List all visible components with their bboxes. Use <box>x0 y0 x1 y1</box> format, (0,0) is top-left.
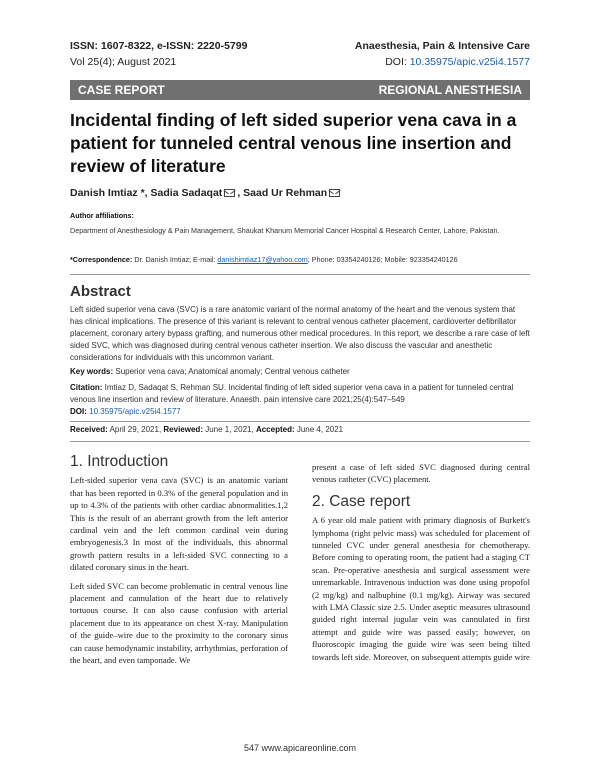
volume-info: Vol 25(4); August 2021 <box>70 56 177 68</box>
author-1: Danish Imtiaz *, <box>70 187 148 199</box>
right-column <box>312 461 530 669</box>
intro-paragraph-1: Left-sided superior vena cava (SVC) is an anatomic variant that has been reported in 0.3% of the general population and in up to 4.3% of the patients with other cardiac abnormalities.1,2 This is the result of an aberrant growth from the left anterior cardinal vein and the left common cardinal vein during embryogenesis.3 In most of the individuals, this abnormal growth pattern results in a left-sided SVC connecting to a dilated coronary sinus in the heart. <box>70 475 288 573</box>
header-doi <box>385 56 530 68</box>
doi-link[interactable]: 10.35975/apic.v25i4.1577 <box>409 56 530 68</box>
citation-label: Citation: <box>70 383 103 392</box>
correspondence <box>70 254 530 265</box>
keywords-label: Key words: <box>70 367 114 376</box>
correspondence-email[interactable]: danishimtiaz17@yahoo.com <box>217 255 308 264</box>
accepted-label: Accepted: <box>255 425 295 434</box>
divider <box>70 441 530 442</box>
abstract-text: Left sided superior vena cava (SVC) is a rare anatomic variant of the normal anatomy of the heart and the venous system that has clinical implications. The presence of this variant is relevant to central venous catheter placement, cardioverter defibrillator placement, coronary artery bypass grafting, and numerous other medical procedures. In this report, we describe a rare case of left sided SVC, which was diagnosed during central venous catheter insertion. We also discuss the vascular and anesthetic considerations for individuals with this uncommon variant. <box>70 305 530 362</box>
keywords <box>70 366 530 378</box>
correspondence-name: Dr. Danish Imtiaz; E-mail: <box>134 255 216 264</box>
divider <box>70 421 530 422</box>
affiliations-text: Department of Anesthesiology & Pain Management, Shaukat Khanum Memorial Cancer Hospital & Research Center, Lahore, Pakistan. <box>70 226 500 235</box>
abstract-heading: Abstract <box>70 283 131 300</box>
left-column <box>70 453 288 673</box>
article-dates <box>70 424 530 436</box>
correspondence-label: *Correspondence: <box>70 255 133 264</box>
issn: ISSN: 1607-8322, e-ISSN: 2220-5799 <box>70 40 248 52</box>
case-report-paragraph-1: A 6 year old male patient with primary diagnosis of Burkett's lymphoma (right pelvic mass) was scheduled for placement of tunneled CVC under general anesthesia for chemotherapy. Before coming to operating room, the patient had a staging CT scan. Pre-operative anesthesia and surgical assessment were unremarkable. Intravenous induction was done using propofol (2 mg/kg) and nalbuphine (0.1 mg/kg). Airway was secured with LMA Classic size 2.5. Under aseptic measures ultrasound guided right internal jugular vein was cannulated in first attempt and guide wire was passed easily; however, on fluoroscopic imaging the guide wire was seen being tilted towards left side. Moreover, on subsequent attempts guide wire <box>312 515 530 662</box>
envelope-icon[interactable] <box>329 189 340 197</box>
intro-heading: 1. Introduction <box>70 453 169 470</box>
author-3: , Saad Ur Rehman <box>237 187 328 199</box>
envelope-icon[interactable] <box>224 189 235 197</box>
reviewed-date: June 1, 2021, <box>205 425 254 434</box>
reviewed-label: Reviewed: <box>163 425 203 434</box>
intro-paragraph-2: Left sided SVC can become problematic in central venous line placement and cannulation of the heart due to relatively tortuous course. It can also cause confusion with arterial placement due to its appearance on chest X-ray. Manipulation of the guide–wire due to the proximity to the coronary sinus can cause hemodynamic instability, arrhythmias, perforation of the heart, and even tamponade. We <box>70 580 288 666</box>
author-list <box>70 187 342 199</box>
article-type-bar <box>70 80 530 100</box>
accepted-date: June 4, 2021 <box>296 425 344 434</box>
citation-doi-link[interactable]: 10.35975/apic.v25i4.1577 <box>89 407 181 416</box>
affiliations-label: Author affiliations: <box>70 211 134 220</box>
citation-doi-label: DOI: <box>70 407 87 416</box>
journal-name: Anaesthesia, Pain & Intensive Care <box>354 40 530 52</box>
doi-label: DOI: <box>385 56 407 68</box>
correspondence-phone: ; Phone: 03354240126; Mobile: 923354240126 <box>307 255 458 264</box>
intro-continued: present a case of left sided SVC diagnosed during central venous catheter (CVC) placement. <box>312 462 530 485</box>
author-2: Sadia Sadaqat <box>150 187 223 199</box>
received-label: Received: <box>70 425 108 434</box>
keywords-text: Superior vena cava; Anatomical anomaly; Central venous catheter <box>115 367 350 376</box>
article-section: REGIONAL ANESTHESIA <box>378 83 522 97</box>
citation <box>70 382 530 406</box>
citation-text: Imtiaz D, Sadaqat S, Rehman SU. Incidental finding of left sided superior vena cava in a patient for tunneled central venous line insertion and review of literature. Anaesth. pain intensive care 2021;25(4):547–549 <box>70 383 514 404</box>
divider <box>70 274 530 275</box>
case-report-heading: 2. Case report <box>312 492 411 510</box>
received-date: April 29, 2021, <box>109 425 162 434</box>
article-type: CASE REPORT <box>78 83 165 97</box>
article-title: Incidental finding of left sided superior vena cava in a patient for tunneled central venous line insertion and review of literature <box>70 110 517 176</box>
citation-doi <box>70 406 530 418</box>
page-footer: 547 www.apicareonline.com <box>243 743 357 753</box>
